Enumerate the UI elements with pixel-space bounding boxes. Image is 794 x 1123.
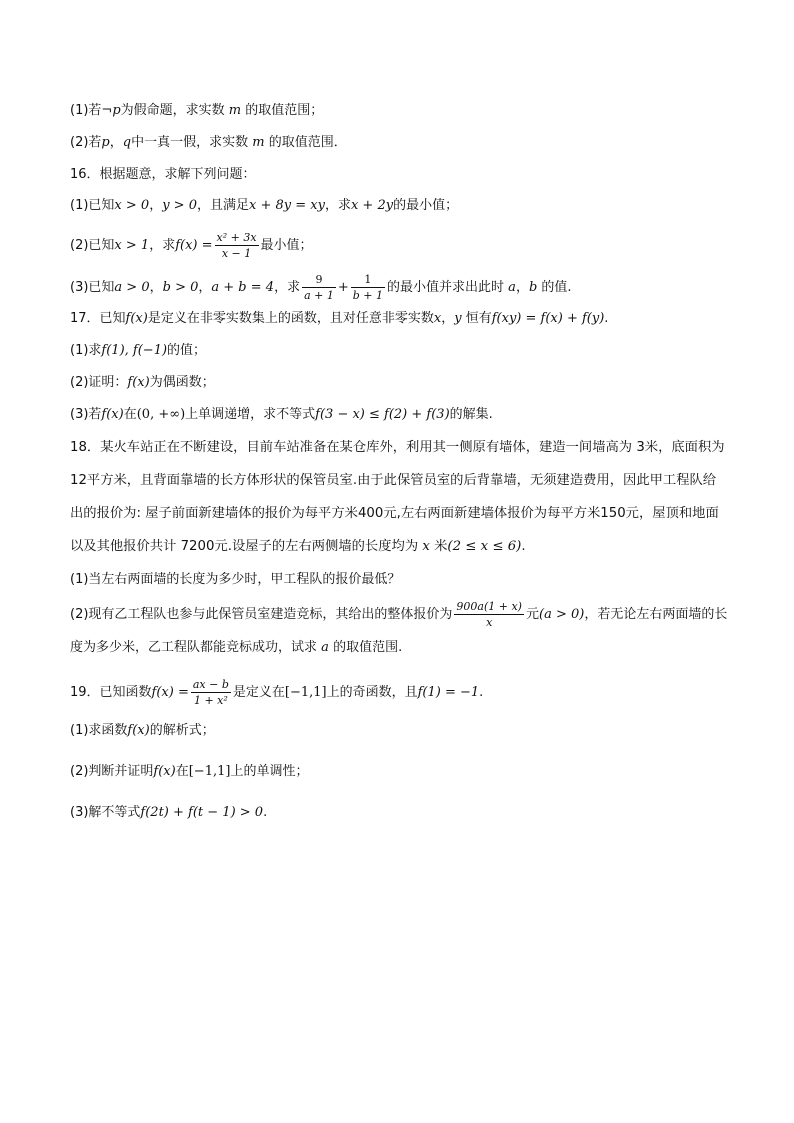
math: f(1), f(−1) — [101, 343, 168, 358]
q17-title — [70, 309, 728, 329]
math: f(xy) = f(x) + f(y) — [491, 311, 605, 326]
math: x + 8y = xy — [249, 198, 325, 213]
denominator: 1 + x² — [193, 694, 228, 707]
math: x + 2y — [350, 198, 394, 213]
denominator: b + 1 — [352, 289, 384, 302]
math: a — [321, 640, 329, 655]
text: 18．某火车站正在不断建设，目前车站准备在某仓库外，利用其一侧原有墙体，建造一间墙高为 3米，底面积为 12平方米，且背面靠墙的长方体形状的保管员室.由于此保管员室的后背靠墙，无须建造费用，因此甲工程队给出的报价为: 屋子前面新建墙体的报价为每平方米400元,左右两面新建墙体报价为每平方米150元，屋顶和地面以及其他报价共计 7200元.设屋子的左右两侧墙的长度均为 — [70, 440, 725, 554]
math: f(2t) + f(t − 1) > 0 — [140, 805, 264, 820]
math: [−1,1] — [284, 685, 327, 700]
fraction — [302, 273, 336, 302]
text: . — [521, 539, 526, 554]
text: 的最小值； — [393, 198, 459, 213]
text: 的值； — [167, 343, 207, 358]
fraction — [454, 600, 524, 629]
text: 的解集. — [449, 407, 493, 422]
math: (0, +∞) — [136, 407, 186, 422]
math: m — [252, 135, 265, 150]
text: ，求 — [149, 238, 176, 253]
q18-title — [70, 431, 728, 563]
text: 的值. — [541, 280, 572, 295]
q16-part2 — [70, 231, 728, 260]
text: (2)已知 — [70, 238, 115, 253]
text: (1)求 — [70, 343, 102, 358]
text: 在 — [175, 764, 189, 779]
math: x — [433, 311, 442, 326]
text: 19．已知函数 — [70, 685, 152, 700]
plus-sign: + — [337, 280, 349, 295]
math: a + b = 4 — [211, 280, 275, 295]
math: a > 0 — [114, 280, 150, 295]
text: 17．已知 — [70, 311, 126, 326]
q19-part2 — [70, 762, 728, 782]
text: (1)求函数 — [70, 723, 128, 738]
q17-part2 — [70, 373, 728, 393]
math: f(x) — [153, 764, 176, 779]
math: f(x) — [127, 723, 150, 738]
math: [−1,1] — [188, 764, 231, 779]
text: 为假命题，求实数 — [120, 103, 225, 118]
text: (1)若 — [70, 103, 102, 118]
q18-part1: (1)当左右两面墙的长度为多少时，甲工程队的报价最低？ — [70, 572, 401, 587]
text: 为偶函数； — [149, 375, 215, 390]
text: 恒有 — [465, 311, 492, 326]
numerator: 900a(1 + x) — [456, 600, 522, 613]
text: 的解析式； — [149, 723, 215, 738]
math: f(x) — [127, 375, 150, 390]
text: 的最小值并求出此时 — [387, 280, 505, 295]
text: 上的奇函数，且 — [326, 685, 418, 700]
math: ¬p — [101, 103, 121, 118]
text: ， — [515, 280, 529, 295]
q17-part1 — [70, 341, 728, 361]
q16-part3 — [70, 273, 728, 302]
math: (2 ≤ x ≤ 6) — [447, 539, 522, 554]
text: ， — [198, 280, 212, 295]
text: 的取值范围. — [333, 640, 403, 655]
numerator: 1 — [351, 273, 385, 288]
math: f(1) = −1 — [417, 685, 480, 700]
math: m — [228, 103, 242, 118]
text: (2)若 — [70, 135, 102, 150]
text: 是定义在 — [232, 685, 285, 700]
text: (3)已知 — [70, 280, 115, 295]
denominator: x − 1 — [221, 247, 252, 260]
q15-part1 — [70, 101, 728, 121]
text: . — [604, 311, 609, 326]
text: ，若无论左右两面墙的长度为多少米，乙工程队都能竞标成功，试求 — [70, 607, 728, 655]
text: 中一真一假，求实数 — [131, 135, 249, 150]
numerator: 9 — [302, 273, 336, 288]
text: ， — [441, 311, 455, 326]
math: (a > 0) — [539, 607, 585, 622]
text: (2)判断并证明 — [70, 764, 154, 779]
numerator: ax − b — [192, 678, 229, 691]
denominator: x — [486, 616, 493, 629]
math: x > 1 — [114, 238, 150, 253]
math: f(x) = — [151, 685, 189, 700]
text: 是定义在非零实数集上的函数，且对任意非零实数 — [147, 311, 434, 326]
q19-title — [70, 678, 728, 707]
math: p — [101, 135, 110, 150]
text: ， — [149, 198, 163, 213]
math: f(x) — [125, 311, 148, 326]
math: f(3 − x) ≤ f(2) + f(3) — [315, 407, 450, 422]
text: 的取值范围； — [245, 103, 324, 118]
text: 的取值范围． — [268, 135, 347, 150]
text: 上单调递增，求不等式 — [185, 407, 316, 422]
fraction — [215, 231, 259, 260]
math: x > 0 — [114, 198, 150, 213]
text: 上的单调性； — [230, 764, 309, 779]
math: f(x) = — [175, 238, 213, 253]
q16-title: 16．根据题意，求解下列问题： — [70, 167, 256, 182]
math: x — [422, 539, 430, 554]
text: ， — [149, 280, 163, 295]
q19-part3 — [70, 803, 728, 823]
text: 最小值； — [260, 238, 313, 253]
text: 在 — [123, 407, 137, 422]
math: b — [528, 280, 538, 295]
fraction — [191, 678, 231, 707]
text: . — [263, 805, 268, 820]
numerator: x² + 3x — [216, 231, 257, 244]
math: y > 0 — [162, 198, 197, 213]
fraction — [351, 273, 385, 302]
math: y — [454, 311, 462, 326]
q19-part1 — [70, 721, 728, 741]
math: a — [508, 280, 516, 295]
text: 米 — [434, 539, 448, 554]
denominator: a + 1 — [304, 289, 334, 302]
text: ，且满足 — [196, 198, 249, 213]
text: (3)若 — [70, 407, 102, 422]
text: ，求 — [274, 280, 301, 295]
q15-part2 — [70, 133, 728, 153]
text: 元 — [525, 607, 539, 622]
text: (3)解不等式 — [70, 805, 141, 820]
text: (2)证明： — [70, 375, 128, 390]
math: f(x) — [101, 407, 124, 422]
text: (1)已知 — [70, 198, 115, 213]
math: q — [122, 135, 132, 150]
math: b > 0 — [162, 280, 199, 295]
q17-part3 — [70, 405, 728, 425]
text: (2)现有乙工程队也参与此保管员室建造竞标，其给出的整体报价为 — [70, 607, 453, 622]
text: ，求 — [324, 198, 351, 213]
q18-part2 — [70, 598, 728, 664]
text: . — [479, 685, 484, 700]
q16-part1 — [70, 196, 728, 216]
text: ， — [109, 135, 123, 150]
